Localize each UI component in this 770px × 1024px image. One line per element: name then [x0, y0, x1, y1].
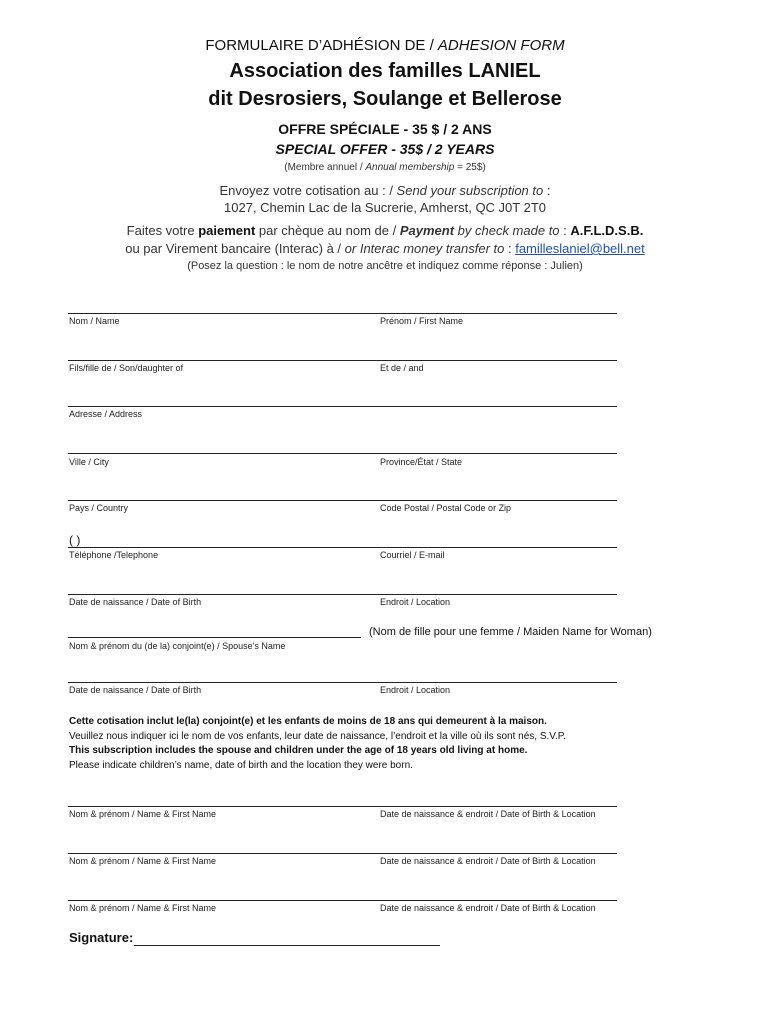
signature-label: Signature:: [69, 930, 134, 945]
membership-note: [0, 162, 770, 173]
pay-e: by check made to: [454, 223, 560, 238]
address-line[interactable]: [68, 406, 617, 407]
payee-name: A.F.L.D.S.B.: [570, 223, 644, 238]
note-fr: Veuillez nous indiquer ici le nom de vos enfants, leur date de naissance, l’endroit et la ville où ils sont nés, S.V.P.: [69, 731, 566, 742]
city-line[interactable]: [68, 453, 617, 454]
phone-area-code: ( ): [69, 533, 81, 547]
child-name-label: Nom & prénom / Name & First Name: [69, 809, 217, 819]
parents-line[interactable]: [68, 360, 617, 361]
pay-f: :: [559, 223, 571, 238]
pay-b: paiement: [198, 223, 256, 238]
special-offer-en: SPECIAL OFFER - 35$ / 2 YEARS: [275, 141, 495, 157]
association-name-line2: dit Desrosiers, Soulange et Bellerose: [208, 88, 562, 110]
place-label: Endroit / Location: [380, 597, 451, 607]
child-line[interactable]: [68, 806, 617, 807]
note-fr-bold: Cette cotisation inclut le(la) conjoint(e) et les enfants de moins de 18 ans qui demeurent à la maison.: [69, 716, 547, 727]
membership-note-a: (Membre annuel /: [284, 162, 366, 173]
send-a: Envoyez votre cotisation au : /: [219, 183, 397, 198]
son-daughter-label: Fils/fille de / Son/daughter of: [69, 363, 184, 373]
form-title-fr: FORMULAIRE D’ADHÉSION DE /: [205, 37, 438, 54]
send-c: :: [543, 183, 551, 198]
spouse-dob-label: Date de naissance / Date of Birth: [69, 685, 202, 695]
mailing-address: 1027, Chemin Lac de la Sucrerie, Amherst, QC J0T 2T0: [223, 200, 547, 215]
address-label: Adresse / Address: [69, 409, 143, 419]
child-line[interactable]: [68, 900, 617, 901]
country-label: Pays / Country: [69, 503, 129, 513]
signature-line[interactable]: [134, 945, 440, 946]
payment-line1: [0, 223, 770, 238]
child-dob-label: Date de naissance & endroit / Date of Birth & Location: [380, 903, 596, 913]
phone-label: Téléphone /Telephone: [69, 550, 159, 560]
membership-note-b: Annual membership: [365, 162, 455, 173]
spouse-place-label: Endroit / Location: [380, 685, 451, 695]
send-b: Send your subscription to: [396, 183, 544, 198]
country-line[interactable]: [68, 500, 617, 501]
phone-line[interactable]: [68, 547, 617, 548]
form-title-en: ADHESION FORM: [437, 37, 565, 54]
pay-c: par chèque au nom de /: [255, 223, 400, 238]
pay2-c: :: [504, 241, 516, 256]
send-subscription: [0, 183, 770, 198]
pay2-a: ou par Virement bancaire (Interac) à /: [125, 241, 345, 256]
dob-label: Date de naissance / Date of Birth: [69, 597, 202, 607]
child-dob-label: Date de naissance & endroit / Date of Birth & Location: [380, 809, 596, 819]
association-name-line1: Association des familles LANIEL: [229, 60, 541, 82]
membership-note-c: = 25$): [454, 162, 486, 173]
spouse-birth-line[interactable]: [68, 682, 617, 683]
child-dob-label: Date de naissance & endroit / Date of Birth & Location: [380, 856, 596, 866]
child-name-label: Nom & prénom / Name & First Name: [69, 856, 217, 866]
note-en: Please indicate children’s name, date of birth and the location they were born.: [69, 760, 413, 771]
spouse-line[interactable]: [68, 637, 361, 638]
name-label: Nom / Name: [69, 316, 120, 326]
postal-label: Code Postal / Postal Code or Zip: [380, 503, 512, 513]
pay-a: Faites votre: [126, 223, 199, 238]
security-question: (Posez la question : le nom de notre ancêtre et indiquez comme réponse : Julien): [187, 260, 583, 272]
email-label: Courriel / E-mail: [380, 550, 445, 560]
form-title: [0, 37, 770, 54]
province-label: Province/État / State: [380, 457, 463, 467]
spouse-label: Nom & prénom du (de la) conjoint(e) / Spouse’s Name: [69, 641, 286, 651]
email-link[interactable]: familleslaniel@bell.net: [515, 241, 645, 256]
child-line[interactable]: [68, 853, 617, 854]
pay-d: Payment: [399, 223, 455, 238]
first-name-label: Prénom / First Name: [380, 316, 464, 326]
payment-line2: [0, 241, 770, 256]
pay2-b: or Interac money transfer to: [344, 241, 505, 256]
name-line[interactable]: [68, 313, 617, 314]
special-offer-fr: OFFRE SPÉCIALE - 35 $ / 2 ANS: [278, 121, 492, 137]
city-label: Ville / City: [69, 457, 109, 467]
note-en-bold: This subscription includes the spouse and children under the age of 18 years old living at home.: [69, 745, 528, 756]
maiden-name-note: (Nom de fille pour une femme / Maiden Name for Woman): [369, 626, 652, 638]
child-name-label: Nom & prénom / Name & First Name: [69, 903, 217, 913]
birth-line[interactable]: [68, 594, 617, 595]
and-label: Et de / and: [380, 363, 424, 373]
